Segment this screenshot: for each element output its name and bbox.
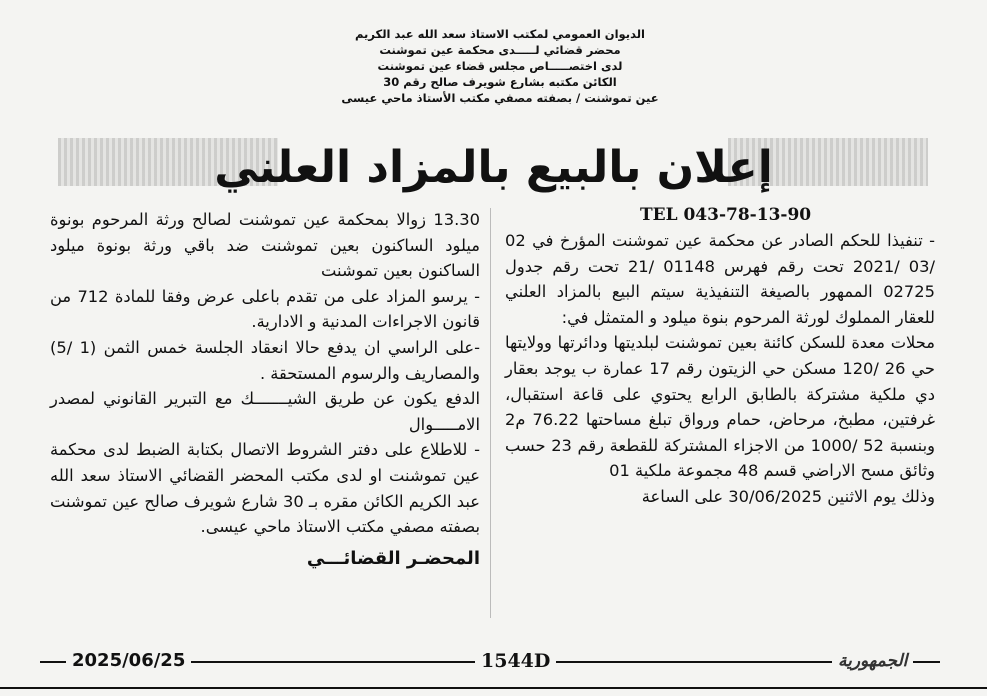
notice-header bbox=[300, 26, 700, 106]
newspaper-logo: الجمهورية bbox=[832, 649, 913, 673]
paragraph: - يرسو المزاد على من تقدم باعلى عرض وفقا للمادة 712 من قانون الاجراءات المدنية و الادارية. bbox=[50, 286, 480, 332]
right-column bbox=[505, 228, 935, 510]
left-column bbox=[50, 207, 480, 571]
header-line: محضر قضائي لـــــدى محكمة عين تموشنت bbox=[379, 43, 621, 57]
paragraph: -على الراسي ان يدفع حالا انعقاد الجلسة خمس الثمن (1 /5) والمصاريف والرسوم المستحقة . bbox=[50, 337, 480, 383]
page-bottom-rule bbox=[0, 687, 987, 689]
header-line: الكائن مكتبه بشارع شويرف صالح رقم 30 bbox=[383, 75, 617, 89]
telephone-number: TEL 043-78-13-90 bbox=[640, 205, 812, 225]
publication-date: 2025/06/25 bbox=[66, 649, 191, 673]
paragraph: الدفع يكون عن طريق الشيـــــــك مع التبرير القانوني لمصدر الامـــــوال bbox=[50, 389, 480, 434]
column-divider bbox=[490, 208, 491, 618]
signature: المحضـر القضائـــي bbox=[306, 547, 480, 569]
header-line: الديوان العمومي لمكتب الاستاذ سعد الله عبد الكريم bbox=[355, 27, 645, 41]
paragraph: - تنفيذا للحكم الصادر عن محكمة عين تموشنت المؤرخ في 02 /03 /2021 تحت رقم فهرس 01148 /21 تحت رقم جدول 02725 الممهور بالصيغة التنفيذية سيتم البيع بالمزاد العلني للعقار المملوك لورثة المرحوم بنوة ميلود و المتمثل في: bbox=[505, 231, 935, 327]
paragraph: وذلك يوم الاثنين 30/06/2025 على الساعة bbox=[641, 486, 935, 506]
paragraph: محلات معدة للسكن كائنة بعين تموشنت لبلديتها ودائرتها وولايتها حي 26 /120 مسكن حي الزيتون رقم 17 عمارة ب يوجد بعقار دي ملكية مشتركة بالطابق الرابع يحتوي على قاعة استقبال، غرفتين، مطبخ، مرحاض، حمام ورواق تبلغ مساحتها 76.22 م2 وبنسبة 52 /1000 من الاجزاء المشتركة للقطعة رقم 23 حسب وثائق مسح الاراضي قسم 48 مجموعة ملكية 01 bbox=[505, 333, 935, 481]
header-line: لدى اختصـــــاص مجلس قضاء عين تموشنت bbox=[377, 59, 623, 73]
notice-title: إعلان بالبيع بالمزاد العلني bbox=[214, 142, 773, 193]
paragraph: - للاطلاع على دفتر الشروط الاتصال بكتابة الضبط لدى محكمة عين تموشنت او لدى مكتب المحضر القضائي الاستاذ سعد الله عبد الكريم الكائن مقره بـ 30 شارع شويرف صالح عين تموشنت بصفته مصفي مكتب الاستاذ ماحي عيسى. bbox=[50, 440, 480, 537]
paragraph: 13.30 زوالا بمحكمة عين تموشنت لصالح ورثة المرحوم بونوة ميلود الساكنون بعين تموشنت ضد باقي ورثة بونوة ميلود الساكنون بعين تموشنت bbox=[50, 210, 480, 281]
header-line: عين تموشنت / بصفته مصفي مكتب الأستاذ ماحي عيسى bbox=[341, 91, 659, 105]
notice-reference: 1544D bbox=[475, 649, 556, 673]
